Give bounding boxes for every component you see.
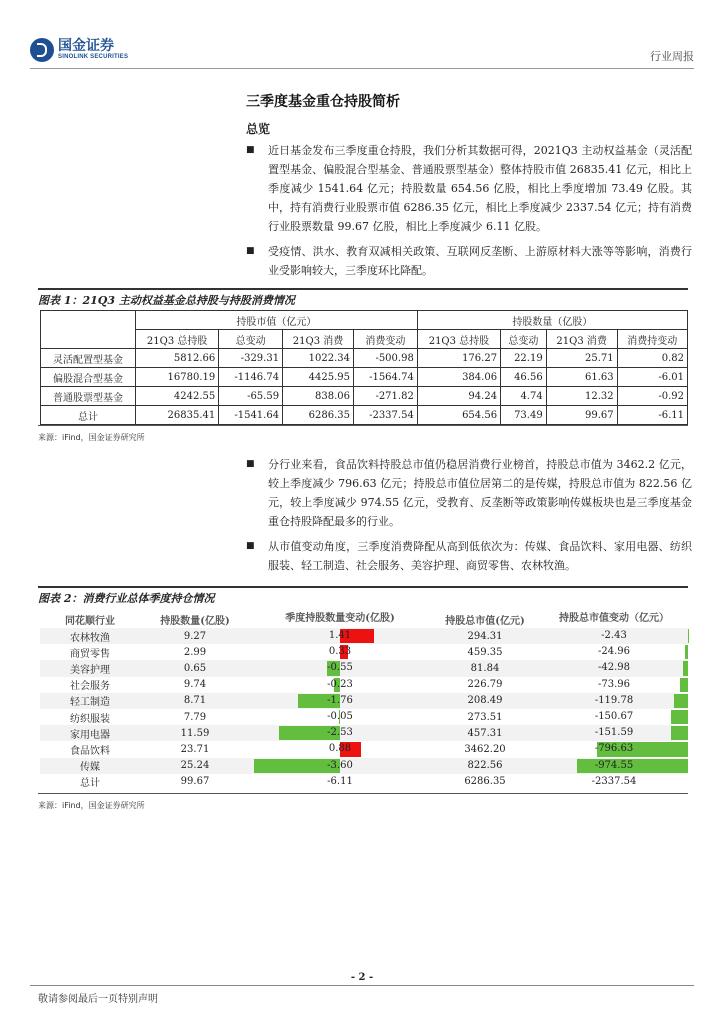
footer-disclaimer: 敬请参阅最后一页特别声明 (38, 994, 158, 1005)
industry-name: 商贸零售 (70, 648, 110, 660)
figure1-table (40, 310, 688, 425)
quantity-value: 0.65 (183, 662, 207, 674)
value-change-value: -119.78 (594, 694, 634, 706)
quantity-value: 25.24 (180, 760, 210, 772)
value-change-cell (540, 660, 688, 676)
header-cell: 持股数量(亿股) (160, 615, 230, 627)
value-cell: 99.67 (546, 406, 617, 425)
quantity-value: 7.79 (183, 711, 207, 723)
value-cell: 4242.55 (136, 387, 219, 406)
table-row (40, 628, 688, 644)
market-value: 294.31 (467, 630, 503, 642)
table-row (41, 368, 688, 387)
value-cell: 1022.34 (283, 349, 354, 368)
table-row (40, 774, 688, 790)
quantity-change-value: 1.41 (328, 630, 352, 641)
logo-en-text: SINOLINK SECURITIES (58, 54, 129, 60)
figure1-source: 来源：iFind，国金证券研究所 (38, 433, 145, 442)
value-cell: 25.71 (546, 349, 617, 368)
quantity-change-cell (250, 709, 430, 725)
group-header-cell: 持股市值（亿元） (136, 311, 418, 330)
value-cell: 4425.95 (283, 368, 354, 387)
corner-cell (41, 311, 136, 349)
industry-name: 总计 (80, 778, 100, 790)
value-change-cell (540, 725, 688, 741)
header-cell: 同花顺行业 (65, 615, 115, 627)
column-header-cell: 总变动 (501, 330, 547, 349)
value-change-value: -73.96 (597, 678, 630, 690)
value-change-cell (540, 758, 688, 774)
header-cell: 季度持股数量变动(亿股) (285, 613, 395, 624)
industry-name: 美容护理 (70, 664, 110, 676)
table-row (41, 387, 688, 406)
market-value: 208.49 (467, 695, 503, 707)
value-change-cell (540, 677, 688, 693)
value-cell: 176.27 (417, 349, 500, 368)
report-type: 行业周报 (650, 50, 694, 63)
value-cell: 46.56 (501, 368, 547, 387)
industry-name: 社会服务 (70, 681, 110, 693)
quantity-change-cell (250, 660, 430, 676)
value-change-value: -150.67 (594, 710, 634, 722)
quantity-change-value: -0.23 (327, 678, 353, 690)
value-cell: -6.11 (617, 406, 687, 425)
logo-cn-text: 国金证券 (58, 38, 114, 54)
quantity-change-cell (250, 644, 430, 660)
quantity-change-value: -6.11 (327, 775, 353, 787)
column-header-cell: 总变动 (219, 330, 283, 349)
value-cell: -1146.74 (219, 368, 283, 387)
value-cell: -1564.74 (353, 368, 417, 387)
table-row (40, 709, 688, 725)
value-change-cell (540, 709, 688, 725)
overview-title: 总览 (246, 122, 271, 136)
industry-name: 农林牧渔 (70, 632, 110, 644)
table-row (40, 725, 688, 741)
value-change-value: -974.55 (594, 759, 634, 771)
table-row (41, 406, 688, 425)
value-cell: -329.31 (219, 349, 283, 368)
figure2-table (40, 610, 688, 790)
value-cell: -1541.64 (219, 406, 283, 425)
row-label-cell: 普通股票型基金 (41, 387, 136, 406)
value-change-cell (540, 741, 688, 757)
quantity-change-value: -0.55 (327, 662, 353, 674)
column-header-cell: 21Q3 总持股 (136, 330, 219, 349)
industry-name: 传媒 (80, 762, 100, 774)
figure2-header-row (40, 610, 688, 628)
value-change-value: -151.59 (594, 727, 634, 739)
table-row (40, 660, 688, 676)
value-change-cell (540, 644, 688, 660)
column-header-cell: 21Q3 消费 (546, 330, 617, 349)
market-value: 273.51 (467, 711, 503, 723)
column-header-cell: 21Q3 消费 (283, 330, 354, 349)
section-title: 三季度基金重仓持股简析 (246, 94, 400, 110)
logo-mark-icon (30, 38, 54, 62)
value-change-value: -42.98 (597, 662, 630, 674)
quantity-change-value: -2.53 (327, 727, 353, 739)
company-logo (30, 38, 128, 62)
bullet-item: ■ 从市值变动角度，三季度消费降配从高到低依次为：传媒、食品饮料、家用电器、纺织服装、轻工制造、社会服务、美容护理、商贸零售、农林牧渔。 (246, 537, 692, 575)
value-cell: 4.74 (501, 387, 547, 406)
header-cell: 持股总市值变动（亿元） (559, 613, 669, 624)
value-cell: 0.82 (617, 349, 687, 368)
value-cell: 61.63 (546, 368, 617, 387)
bullet-item: ■ 受疫情、洪水、教育双减相关政策、互联网反垄断、上游原材料大涨等等影响，消费行业受影响较大，三季度环比降配。 (246, 242, 692, 280)
value-change-value: -796.63 (594, 743, 634, 755)
overview-bullets (246, 141, 692, 286)
quantity-change-value: 0.88 (328, 743, 352, 755)
market-value: 459.35 (467, 646, 503, 658)
quantity-change-cell (250, 774, 430, 790)
quantity-change-cell (250, 628, 430, 644)
market-value: 822.56 (467, 760, 503, 772)
value-cell: 22.19 (501, 349, 547, 368)
value-cell: -0.92 (617, 387, 687, 406)
industry-name: 食品饮料 (70, 745, 110, 757)
column-header-cell: 21Q3 总持股 (417, 330, 500, 349)
market-value: 226.79 (467, 679, 503, 691)
group-header-row (41, 311, 688, 330)
value-cell: -6.01 (617, 368, 687, 387)
quantity-value: 2.99 (183, 646, 207, 658)
market-value: 457.31 (467, 727, 503, 739)
table-row (40, 741, 688, 757)
page-number: - 2 - (350, 972, 374, 983)
quantity-change-value: 0.33 (328, 646, 352, 658)
value-change-cell (540, 628, 688, 644)
quantity-change-cell (250, 725, 430, 741)
column-header-cell: 消费变动 (353, 330, 417, 349)
footer-divider (30, 985, 694, 986)
value-cell: -271.82 (353, 387, 417, 406)
group-header-cell: 持股数量（亿股） (417, 311, 687, 330)
table-row (40, 693, 688, 709)
quantity-change-value: -1.76 (327, 694, 353, 706)
value-cell: -500.98 (353, 349, 417, 368)
quantity-value: 99.67 (180, 776, 210, 788)
industry-bullets (246, 455, 692, 581)
column-header-cell: 消费持变动 (617, 330, 687, 349)
value-change-cell (540, 774, 688, 790)
figure1-title: 图表 1：21Q3 主动权益基金总持股与持股消费情况 (38, 288, 688, 308)
row-label-cell: 灵活配置型基金 (41, 349, 136, 368)
value-change-value: -2.43 (601, 630, 627, 641)
table-row (41, 349, 688, 368)
value-cell: 5812.66 (136, 349, 219, 368)
value-cell: 12.32 (546, 387, 617, 406)
column-header-row (41, 330, 688, 349)
quantity-change-cell (250, 693, 430, 709)
table-row (40, 677, 688, 693)
market-value: 81.84 (470, 662, 500, 674)
quantity-change-cell (250, 741, 430, 757)
row-label-cell: 偏股混合型基金 (41, 368, 136, 387)
value-change-cell (540, 693, 688, 709)
quantity-value: 9.74 (183, 679, 207, 691)
market-value: 3462.20 (464, 743, 506, 755)
table-row (40, 644, 688, 660)
industry-name: 家用电器 (70, 729, 110, 741)
bullet-item: ■ 近日基金发布三季度重仓持股，我们分析其数据可得，2021Q3 主动权益基金（灵活配置型基金、偏股混合型基金、普通股票型基金）整体持股市值 26835.41 亿元，相比上季度减少 1541.64 亿元；持股数量 654.56 亿股，相比上季度增加 73.49 亿股。其中，持有消费行业股票市值 6286.35 亿元，相比上季度减少 2337.54 亿元；持有消费行业股票数量 99.67 亿股，相比上季度减少 6.11 亿股。 (246, 141, 692, 236)
quantity-value: 8.71 (183, 695, 207, 707)
bullet-item: ■ 分行业来看，食品饮料持股总市值仍稳居消费行业榜首，持股总市值为 3462.2 亿元，较上季度减少 796.63 亿元；持股总市值位居第二的是传媒，持股总市值为 822.56 亿元，较上季度减少 974.55 亿元，受教育、反垄断等政策影响传媒板块也是三季度基金重仓持股降配最多的行业。 (246, 455, 692, 531)
market-value: 6286.35 (464, 776, 506, 788)
quantity-change-value: -0.05 (327, 710, 353, 722)
quantity-change-cell (250, 758, 430, 774)
quantity-value: 11.59 (180, 727, 210, 739)
value-cell: 73.49 (501, 406, 547, 425)
row-label-cell: 总计 (41, 406, 136, 425)
page-header (30, 38, 694, 69)
industry-name: 轻工制造 (70, 697, 110, 709)
value-cell: 654.56 (417, 406, 500, 425)
industry-name: 纺织服装 (70, 713, 110, 725)
value-cell: 6286.35 (283, 406, 354, 425)
table-row (40, 758, 688, 774)
value-change-value: -24.96 (597, 646, 630, 658)
value-cell: 384.06 (417, 368, 500, 387)
quantity-value: 23.71 (180, 743, 210, 755)
value-cell: 838.06 (283, 387, 354, 406)
value-cell: 16780.19 (136, 368, 219, 387)
figure1-source-divider (38, 425, 688, 426)
quantity-value: 9.27 (183, 630, 207, 642)
figure2-source: 来源：iFind，国金证券研究所 (38, 801, 145, 810)
header-cell: 持股总市值(亿元) (445, 615, 525, 627)
value-cell: -65.59 (219, 387, 283, 406)
figure2-source-divider (38, 793, 688, 794)
quantity-change-value: -3.60 (327, 759, 353, 771)
value-cell: 94.24 (417, 387, 500, 406)
value-change-value: -2337.54 (591, 775, 637, 787)
value-cell: 26835.41 (136, 406, 219, 425)
quantity-change-cell (250, 677, 430, 693)
value-cell: -2337.54 (353, 406, 417, 425)
figure2-title: 图表 2：消费行业总体季度持仓情况 (38, 586, 688, 606)
